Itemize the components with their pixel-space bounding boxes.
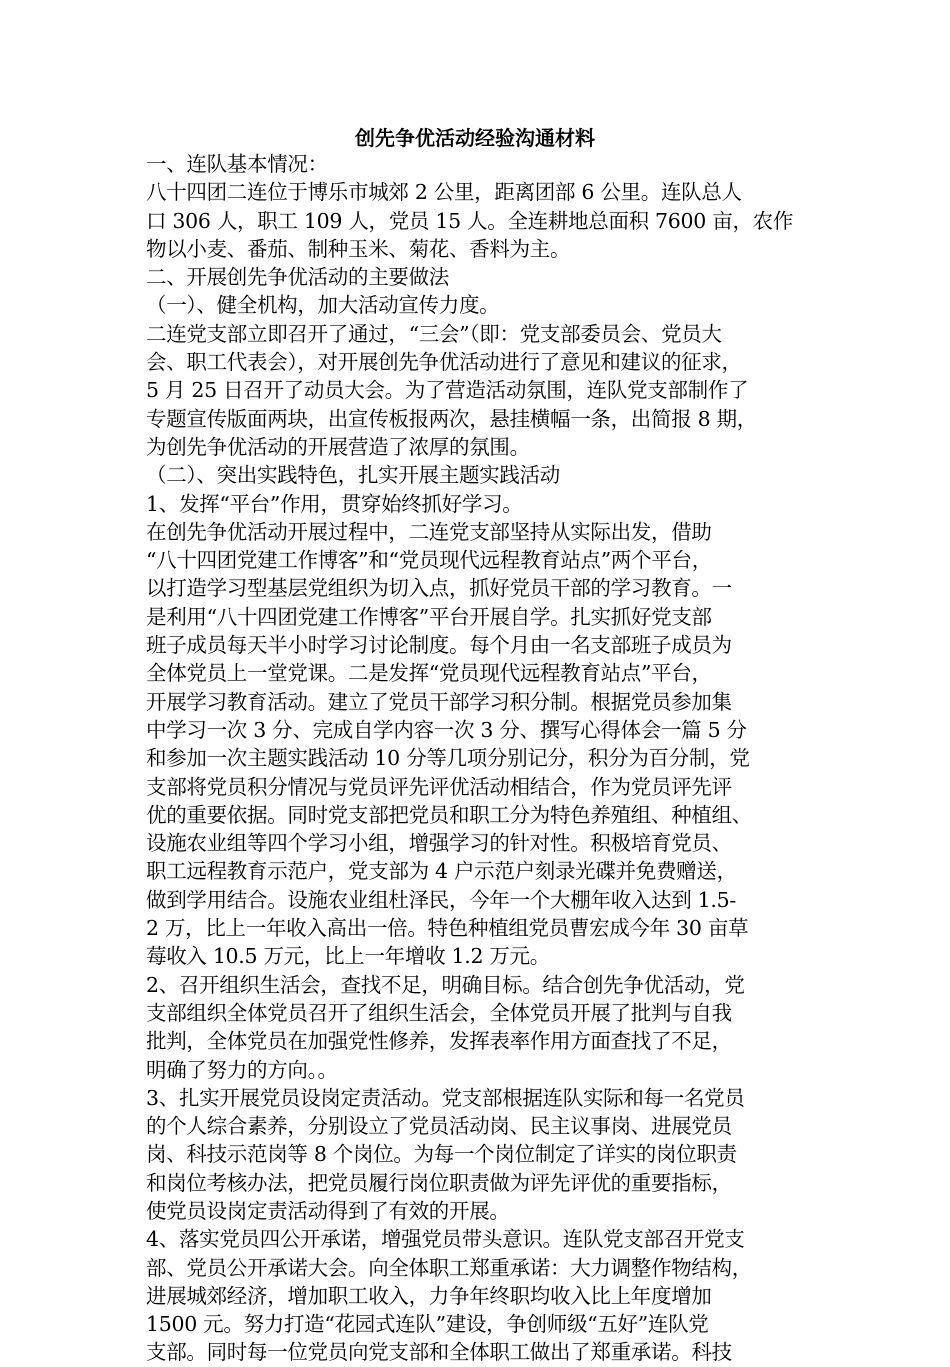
text-line: 设施农业组等四个学习小组，增强学习的针对性。积极培育党员、 xyxy=(146,831,732,856)
text-line: （二）、突出实践特色，扎实开展主题实践活动 xyxy=(146,463,560,488)
text-line: 专题宣传版面两块，出宣传板报两次，悬挂横幅一条，出简报 8 期， xyxy=(146,406,757,431)
text-line: 二连党支部立即召开了通过，“三会”（即：党支部委员会、党员大 xyxy=(146,321,722,346)
text-line: 会、职工代表会），对开展创先争优活动进行了意见和建议的征求， xyxy=(146,350,742,375)
text-line: 二、开展创先争优活动的主要做法 xyxy=(146,265,449,290)
text-line: 1、发挥“平台”作用，贯穿始终抓好学习。 xyxy=(146,491,523,516)
text-line: 2 万，比上一年收入高出一倍。特色种植组党员曹宏成今年 30 亩草 xyxy=(146,916,749,941)
text-line: 口 306 人，职工 109 人，党员 15 人。全连耕地总面积 7600 亩，农作 xyxy=(146,208,794,233)
text-line: 职工远程教育示范户，党支部为 4 户示范户刻录光碟并免费赠送， xyxy=(146,859,737,884)
text-line: “八十四团党建工作博客”和“党员现代远程教育站点”两个平台， xyxy=(146,548,712,573)
text-line: 2、召开组织生活会，查找不足，明确目标。结合创先争优活动，党 xyxy=(146,972,745,997)
text-line: 支部将党员积分情况与党员评先评优活动相结合，作为党员评先评 xyxy=(146,774,732,799)
text-line: 以打造学习型基层党组织为切入点，抓好党员干部的学习教育。一 xyxy=(146,576,732,601)
document-body xyxy=(146,150,811,1367)
text-line: 是利用“八十四团党建工作博客”平台开展自学。扎实抓好党支部 xyxy=(146,604,712,629)
text-line: 全体党员上一堂党课。二是发挥“党员现代远程教育站点”平台， xyxy=(146,661,712,686)
text-line: 4、落实党员四公开承诺，增强党员带头意识。连队党支部召开党支 xyxy=(146,1227,745,1252)
text-line: 进展城郊经济，增加职工收入，力争年终职均收入比上年度增加 xyxy=(146,1283,712,1308)
text-line: 在创先争优活动开展过程中，二连党支部坚持从实际出发，借助 xyxy=(146,519,712,544)
text-line: （一）、健全机构，加大活动宣传力度。 xyxy=(146,293,500,318)
text-line: 3、扎实开展党员设岗定责活动。党支部根据连队实际和每一名党员 xyxy=(146,1085,745,1110)
text-line: 莓收入 10.5 万元，比上一年增收 1.2 万元。 xyxy=(146,944,551,969)
text-line: 明确了努力的方向。。 xyxy=(146,1057,338,1082)
text-line: 岗、科技示范岗等 8 个岗位。为每一个岗位制定了详实的岗位职责 xyxy=(146,1142,737,1167)
text-line: 的个人综合素养，分别设立了党员活动岗、民主议事岗、进展党员 xyxy=(146,1114,732,1139)
text-line: 1500 元。努力打造“花园式连队”建设，争创师级“五好”连队党 xyxy=(146,1312,709,1337)
text-line: 支部。同时每一位党员向党支部和全体职工做出了郑重承诺。科技 xyxy=(146,1340,732,1365)
text-line: 支部组织全体党员召开了组织生活会，全体党员开展了批判与自我 xyxy=(146,1000,732,1025)
text-line: 使党员设岗定责活动得到了有效的开展。 xyxy=(146,1198,510,1223)
text-line: 批判，全体党员在加强党性修养，发挥表率作用方面查找了不足， xyxy=(146,1029,732,1054)
text-line: 和参加一次主题实践活动 10 分等几项分别记分，积分为百分制，党 xyxy=(146,746,750,771)
text-line: 中学习一次 3 分、完成自学内容一次 3 分、撰写心得体会一篇 5 分 xyxy=(146,717,747,742)
text-line: 物以小麦、番茄、制种玉米、菊花、香料为主。 xyxy=(146,236,571,261)
text-line: 部、党员公开承诺大会。向全体职工郑重承诺：大力调整作物结构， xyxy=(146,1255,752,1280)
text-line: 一、连队基本情况： xyxy=(146,152,328,176)
text-line: 开展学习教育活动。建立了党员干部学习积分制。根据党员参加集 xyxy=(146,689,732,714)
text-line: 5 月 25 日召开了动员大会。为了营造活动氛围，连队党支部制作了 xyxy=(146,378,749,403)
text-line: 为创先争优活动的开展营造了浓厚的氛围。 xyxy=(146,434,530,459)
text-line: 班子成员每天半小时学习讨论制度。每个月由一名支部班子成员为 xyxy=(146,633,732,658)
document-title: 创先争优活动经验沟通材料 xyxy=(355,126,595,150)
text-line: 和岗位考核办法，把党员履行岗位职责做为评先评优的重要指标， xyxy=(146,1170,732,1195)
text-line: 优的重要依据。同时党支部把党员和职工分为特色养殖组、种植组、 xyxy=(146,802,752,827)
text-line: 八十四团二连位于博乐市城郊 2 公里，距离团部 6 公里。连队总人 xyxy=(146,180,742,205)
text-line: 做到学用结合。设施农业组杜泽民，今年一个大棚年收入达到 1.5- xyxy=(146,887,736,912)
